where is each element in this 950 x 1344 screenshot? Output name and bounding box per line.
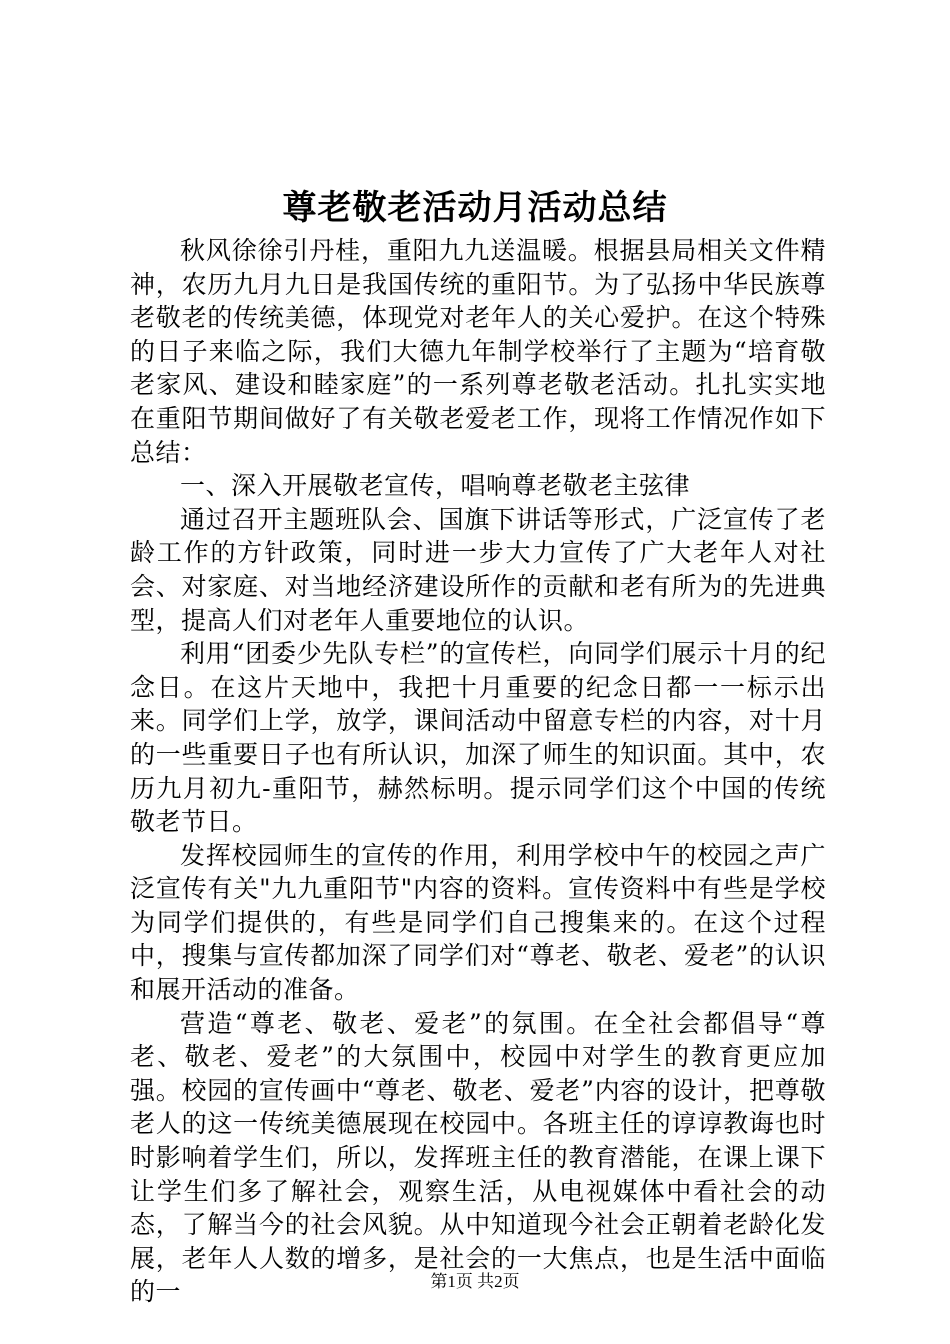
paragraph-intro: 秋风徐徐引丹桂，重阳九九送温暖。根据县局相关文件精神，农历九月九日是我国传统的重阳节。为了弘扬中华民族尊老敬老的传统美德，体现党对老年人的关心爱护。在这个特殊的日子来临之际，我们大德九年制学校举行了主题为“培育敬老家风、建设和睦家庭”的一系列尊老敬老活动。扎扎实实地在重阳节期间做好了有关敬老爱老工作，现将工作情况作如下总结：: [130, 236, 826, 467]
paragraph-publicity-meetings: 通过召开主题班队会、国旗下讲话等形式，广泛宣传了老龄工作的方针政策，同时进一步大力宣传了广大老年人对社会、对家庭、对当地经济建设所作的贡献和老有所为的先进典型，提高人们对老年人重要地位的认识。: [130, 504, 826, 635]
section-heading-1: 一、深入开展敬老宣传，唱响尊老敬老主弦律: [180, 471, 691, 501]
paragraph-atmosphere: 营造“尊老、敬老、爱老”的氛围。在全社会都倡导“尊老、敬老、爱老”的大氛围中，校园中对学生的教育更应加强。校园的宣传画中“尊老、敬老、爱老”内容的设计，把尊敬老人的这一传统美德展现在校园中。各班主任的谆谆教诲也时时影响着学生们，所以，发挥班主任的教育潜能，在课上课下让学生们多了解社会，观察生活，从电视媒体中看社会的动态，了解当今的社会风貌。从中知道现今社会正朝着老龄化发展，老年人人数的增多，是社会的一大焦点，也是生活中面临的一: [130, 1008, 826, 1307]
page-title: 尊老敬老活动月活动总结: [282, 188, 668, 228]
document-body: [130, 234, 826, 1309]
paragraph-bulletin-board: 利用“团委少先队专栏”的宣传栏，向同学们展示十月的纪念日。在这片天地中，我把十月重要的纪念日都一一标示出来。同学们上学，放学，课间活动中留意专栏的内容，对十月的一些重要日子也有所认识，加深了师生的知识面。其中，农历九月初九-重阳节，赫然标明。提示同学们这个中国的传统敬老节日。: [130, 639, 826, 837]
page-number-footer: 第1页 共2页: [430, 1272, 520, 1291]
paragraph-campus-radio: 发挥校园师生的宣传的作用，利用学校中午的校园之声广泛宣传有关"九九重阳节"内容的资料。宣传资料中有些是学校为同学们提供的，有些是同学们自己搜集来的。在这个过程中，搜集与宣传都加深了同学们对“尊老、敬老、爱老”的认识和展开活动的准备。: [130, 840, 826, 1005]
